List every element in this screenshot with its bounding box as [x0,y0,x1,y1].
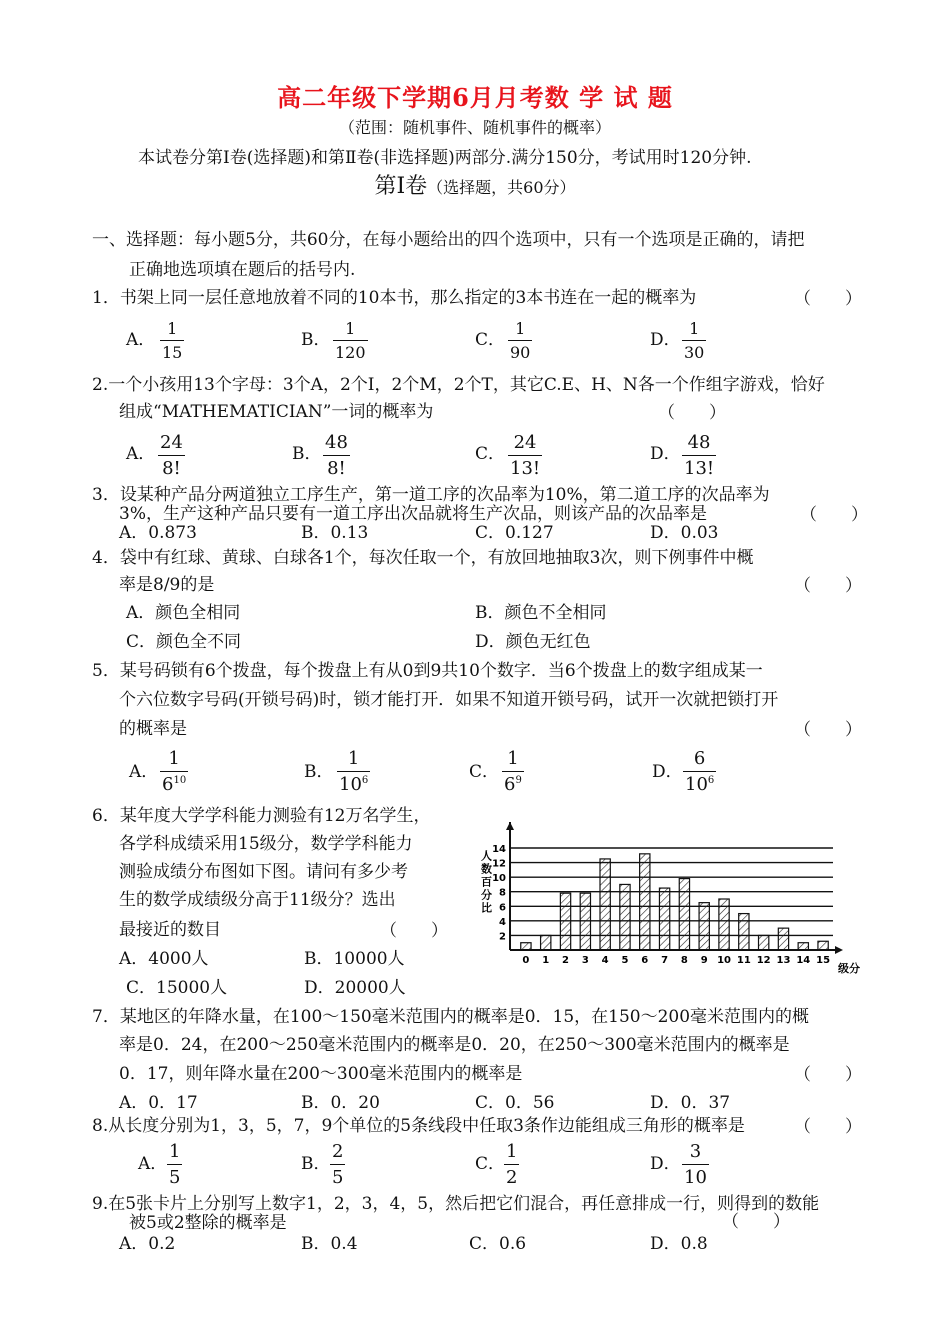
numerator: 48 [325,432,348,453]
bar [719,899,729,950]
q8-stem: 8.从长度分别为1，3，5，7，9个单位的5条线段中任取3条作边能组成三角形的概率是 [92,1116,745,1136]
denominator: 90 [510,343,531,362]
q5-option-b-label: B． [304,762,334,782]
bar [521,943,531,950]
q1-stem: 1．书架上同一层任意地放着不同的10本书，那么指定的3本书连在一起的概率为 [92,288,697,308]
numerator: 24 [513,432,537,453]
q8-option-a-label: A． [138,1154,168,1174]
section-instruction-line1: 一、选择题：每小题5分，共60分，在每小题给出的四个选项中，只有一个选项是正确的，请把 [92,230,805,250]
denominator: $6^{10}$ [162,774,187,795]
numerator: 1 [169,1141,181,1162]
bar [679,879,689,950]
x-tick-label: 2 [562,955,570,966]
q9-option-c: C．0.6 [469,1234,527,1254]
q7-stem-line1: 7．某地区的年降水量，在100～150毫米范围内的概率是0．15，在150～200毫米范围内的概 [92,1007,810,1027]
q6-option-c: C．15000人 [126,978,228,998]
numerator: 1 [168,748,180,769]
bar [580,893,590,950]
part-heading [0,176,950,198]
q6-option-b: B．10000人 [304,949,405,969]
x-tick-label: 8 [680,955,688,966]
denominator: 10 [684,1167,707,1188]
numerator: 1 [507,748,519,769]
q6-stem-line5: 最接近的数目 [119,920,221,940]
q3-option-a: A．0.873 [119,523,197,543]
numerator: 1 [345,319,356,338]
q1-option-c-fraction [508,321,532,361]
numerator: 48 [687,432,711,453]
q2-option-b-label: B． [292,444,322,464]
q5-option-c-label: C． [469,762,500,782]
q9-option-b: B．0.4 [301,1234,358,1254]
q4-option-b: B．颜色不全相同 [475,603,607,623]
q7-answer-paren: （ ） [794,1065,862,1084]
x-tick-label: 7 [661,955,669,966]
numerator: 1 [515,319,526,338]
q2-stem-line2: 组成“MATHEMATICIAN”一词的概率为 [119,402,434,422]
x-tick-label: 1 [542,955,550,966]
q2-option-b-fraction [323,434,350,478]
numerator: 1 [167,319,178,338]
x-tick-label: 12 [756,955,771,966]
numerator: 2 [332,1141,344,1162]
section-instruction-line2: 正确地选项填在题后的括号内. [129,260,356,280]
x-axis-arrow [835,946,843,954]
q1-option-c-label: C． [475,330,506,350]
numerator: 3 [689,1141,702,1162]
y-axis-arrow [506,822,514,830]
q6-option-d: D．20000人 [304,978,406,998]
y-tick-label: 4 [499,916,506,928]
numerator: 1 [506,1141,518,1162]
bar [739,914,749,950]
denominator: $10^6$ [339,774,369,795]
q7-stem-line2: 率是0．24，在200～250毫米范围内的概率是0．20，在250～300毫米范围内的概率是 [119,1035,790,1055]
q9-answer-paren: （ ） [722,1212,790,1231]
y-tick-label: 14 [492,844,506,855]
bar [759,935,769,950]
q7-stem-line3: 0．17，则年降水量在200～300毫米范围内的概率是 [119,1064,523,1084]
x-tick-label: 9 [700,955,708,966]
q9-option-a: A．0.2 [119,1234,176,1254]
q5-stem-line2: 个六位数字号码(开锁号码)时，锁才能打开．如果不知道开锁号码，试开一次就把锁打开 [119,690,779,710]
q2-option-a-fraction [158,434,185,478]
q7-option-d: D．0．37 [650,1093,731,1113]
q5-stem-line1: 5．某号码锁有6个拨盘，每个拨盘上有从0到9共10个数字．当6个拨盘上的数字组成某一 [92,661,763,681]
q6-stem-line1: 6．某年度大学学科能力测验有12万名学生， [92,806,431,826]
q4-option-d: D．颜色无红色 [475,632,591,652]
q1-answer-paren: （ ） [794,289,862,308]
denominator: 2 [506,1167,518,1188]
q1-option-d-fraction [682,321,706,361]
q9-stem-line2: 被5或2整除的概率是 [129,1213,287,1233]
numerator: 1 [689,319,700,338]
q1-option-b-label: B． [301,330,331,350]
q4-stem-line1: 4．袋中有红球、黄球、白球各1个，每次任取一个，有放回地抽取3次，则下例事件中概 [92,548,754,568]
q8-option-a-fraction [167,1143,182,1187]
y-tick-label: 2 [499,931,506,943]
x-axis-label: 级分 [838,962,860,975]
q6-stem-line2: 各学科成绩采用15级分，数学学科能力 [119,834,413,854]
q9-option-d: D．0.8 [650,1234,708,1254]
bar [798,943,808,950]
q7-option-b: B．0．20 [301,1093,380,1113]
bar [659,888,669,950]
y-axis-label: 人数百分比 [479,850,493,915]
q5-option-d-label: D． [652,762,683,782]
q1-option-b-fraction [333,321,368,361]
denominator: 8! [162,458,181,479]
x-tick-label: 0 [522,955,530,966]
y-tick-label: 6 [499,902,506,914]
q8-option-d-label: D． [650,1154,681,1174]
q8-answer-paren: （ ） [794,1117,862,1136]
exam-scope: （范围：随机事件、随机事件的概率） [338,118,611,137]
q4-stem-line2: 率是8/9的是 [119,575,215,595]
denominator: $6^9$ [504,774,522,795]
q8-option-b-fraction [330,1143,345,1187]
q3-option-c: C．0.127 [475,523,554,543]
q2-option-c-label: C． [475,444,506,464]
q4-option-a: A．颜色全相同 [126,603,241,623]
q7-option-c: C．0．56 [475,1093,555,1113]
q5-option-b-fraction [337,750,370,794]
x-tick-label: 11 [736,955,751,966]
q1-option-d-label: D． [650,330,681,350]
q9-stem-line1: 9.在5张卡片上分别写上数字1，2，3，4，5，然后把它们混合，再任意排成一行，则得到的数能 [92,1194,820,1214]
q2-option-c-fraction [508,434,542,478]
denominator: 15 [162,343,183,362]
y-tick-label: 12 [492,858,506,870]
denominator: 120 [335,343,366,362]
denominator: 8! [327,458,346,479]
bar [778,928,788,950]
q5-option-a-fraction [160,750,188,794]
q7-option-a: A．0．17 [119,1093,198,1113]
denominator: 13! [684,458,715,479]
x-tick-label: 10 [717,955,731,966]
q5-answer-paren: （ ） [794,720,862,739]
q8-option-b-label: B． [301,1154,331,1174]
page-title: 高二年级下学期6月月考数 学 试 题 [277,83,673,112]
q6-answer-paren: （ ） [380,921,448,940]
denominator: 5 [332,1167,344,1188]
q8-option-c-label: C． [475,1154,506,1174]
q5-option-c-fraction [502,750,524,794]
q4-answer-paren: （ ） [794,576,862,595]
denominator: 30 [684,343,705,362]
part-title: 第Ⅰ卷 [374,174,428,199]
q6-stem-line3: 测验成绩分布图如下图。请问有多少考 [119,862,408,882]
denominator: $10^6$ [685,774,715,795]
denominator: 5 [169,1167,181,1188]
q8-option-d-fraction [682,1143,709,1187]
part-subtitle: （选择题，共60分） [427,178,576,197]
q5-option-a-label: A． [129,762,159,782]
numerator: 1 [347,748,360,769]
bar [620,884,630,950]
q1-option-a-label: A． [126,330,156,350]
x-tick-label: 4 [601,955,609,966]
x-tick-label: 15 [816,955,831,966]
numerator: 6 [693,748,706,769]
q1-option-a-fraction [160,321,184,361]
x-tick-label: 3 [581,955,589,966]
q6-stem-line4: 生的数学成绩级分高于11级分？选出 [119,890,396,910]
score-distribution-chart [470,810,860,980]
q2-option-a-label: A． [126,444,156,464]
bar [541,935,551,950]
q3-option-d: D．0.03 [650,523,719,543]
y-tick-label: 10 [492,873,506,885]
numerator: 24 [160,432,183,453]
x-tick-label: 6 [641,955,649,966]
q8-option-c-fraction [504,1143,519,1187]
bar [699,903,709,950]
q2-stem-line1: 2.一个小孩用13个字母：3个A，2个I，2个M，2个T，其它C.E、H、N各一个作组字游戏，恰好 [92,375,825,395]
denominator: 13! [510,458,541,479]
bar [818,941,828,950]
x-tick-label: 5 [621,955,629,966]
x-tick-label: 14 [796,955,811,966]
q2-option-d-label: D． [650,444,681,464]
exam-intro: 本试卷分第Ⅰ卷(选择题)和第Ⅱ卷(非选择题)两部分.满分150分，考试用时120分钟. [138,148,752,168]
y-tick-label: 8 [499,887,506,899]
q2-answer-paren: （ ） [658,403,726,422]
bar [600,859,610,950]
q3-option-b: B．0.13 [301,523,369,543]
q3-answer-paren: （ ） [800,505,868,524]
q2-option-d-fraction [682,434,716,478]
bar [560,893,570,950]
q5-stem-line3: 的概率是 [119,719,187,739]
bar [640,854,650,950]
q6-option-a: A．4000人 [119,949,209,969]
q5-option-d-fraction [683,750,716,794]
q3-stem-line1: 3．设某种产品分两道独立工序生产，第一道工序的次品率为10%，第二道工序的次品率为 [92,485,770,505]
x-tick-label: 13 [776,955,791,966]
q4-option-c: C．颜色全不同 [126,632,242,652]
q3-stem-line2: 3%，生产这种产品只要有一道工序出次品就将生产次品，则该产品的次品率是 [119,504,707,524]
